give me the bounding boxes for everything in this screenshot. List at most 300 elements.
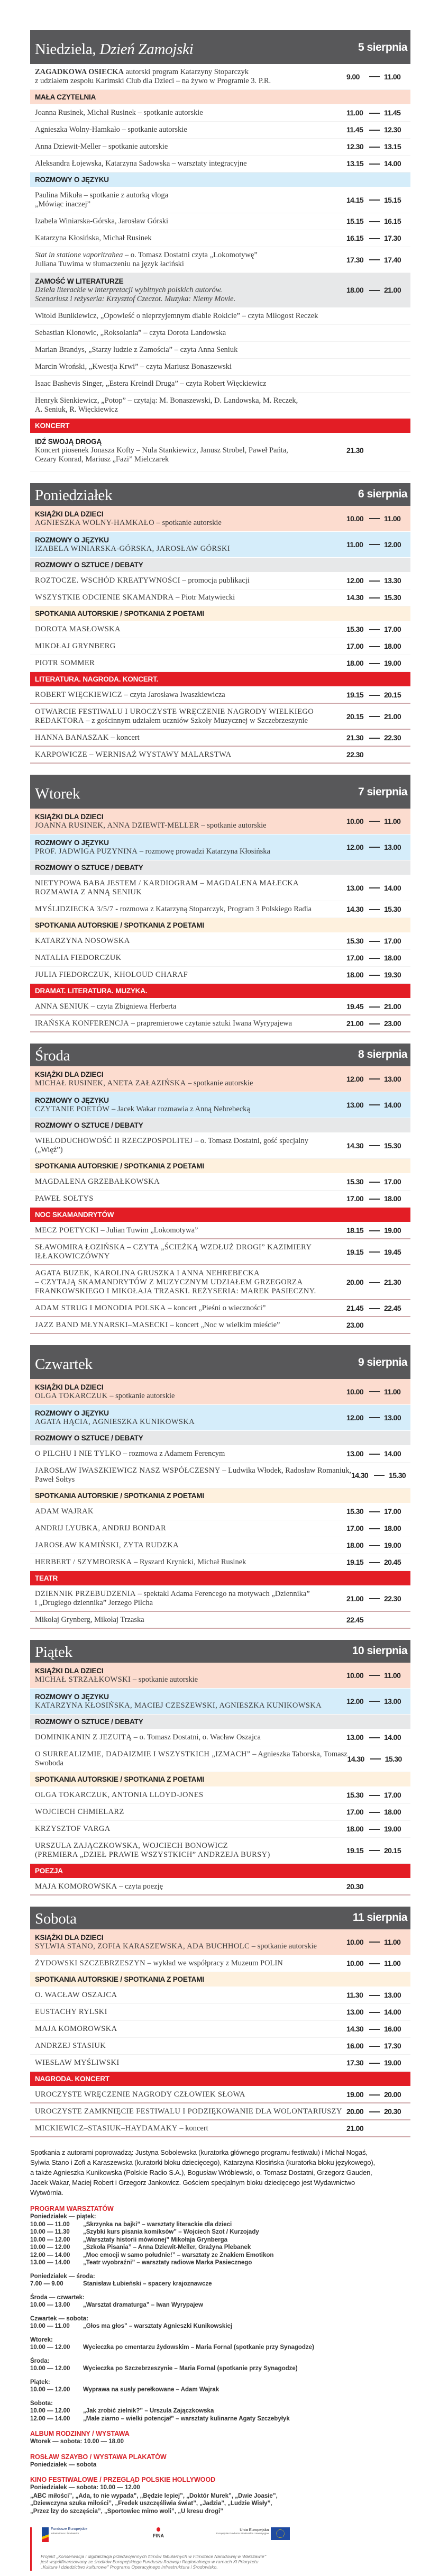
workshop-row <box>30 2280 414 2288</box>
category-label: SPOTKANIA AUTORSKIE / SPOTKANIA Z POETAMI <box>35 1975 204 1983</box>
workshop-days: Wtorek: <box>30 2336 53 2343</box>
event-text <box>35 659 346 668</box>
event-time <box>346 72 407 81</box>
event-text <box>35 1933 346 1951</box>
event-text <box>35 1002 346 1011</box>
time-from: 19.15 <box>346 1247 364 1256</box>
fina-label: FINA <box>153 2533 164 2538</box>
event-text <box>35 68 346 86</box>
time-from: 21.30 <box>346 446 364 455</box>
event-row <box>30 1929 410 1955</box>
day-date: 5 sierpnia <box>358 41 407 53</box>
workshop-title: Wycieczka po cmentarzu żydowskim – Maria Fornal (spotkanie przy Synagodze) <box>83 2344 314 2351</box>
category-label: ROZMOWY O JĘZYKU <box>35 536 109 544</box>
time-dash <box>369 1795 380 1796</box>
time-from: 19.45 <box>346 1002 364 1011</box>
event-lead: DZIENNIK PRZEBUDZENIA <box>35 1590 136 1598</box>
time-from: 11.30 <box>346 1991 363 1999</box>
time-from: 20.00 <box>346 2107 364 2116</box>
time-dash <box>369 1850 380 1851</box>
time-to: 18.00 <box>384 642 401 650</box>
event-text <box>35 1409 346 1427</box>
category-label: ROZMOWY O JĘZYKU <box>35 839 109 847</box>
event-row <box>30 1092 410 1118</box>
event-lead: WSZYSTKIE ODCIENIE SKAMANDRA <box>35 593 174 602</box>
event-lead: ROZTOCZE. WSCHÓD KREATYWNOŚCI <box>35 576 180 585</box>
time-from: 21.45 <box>346 1304 364 1312</box>
ue-sub: Europejskie Fundusze Strukturalne i Inwestycyjne <box>216 2532 269 2535</box>
event-text <box>35 1558 346 1567</box>
event-row <box>30 105 410 122</box>
event-row <box>30 1821 410 1838</box>
event-row <box>30 2038 410 2055</box>
event-time <box>346 159 407 168</box>
time-from: 15.30 <box>346 937 364 945</box>
day-title <box>35 785 80 803</box>
time-dash <box>369 2012 380 2013</box>
event-description: – rozmowa z Adamem Ferencym <box>121 1449 225 1458</box>
event-time <box>346 196 407 205</box>
event-text <box>35 191 346 209</box>
time-dash <box>369 695 380 696</box>
time-from: 16.15 <box>346 234 364 242</box>
time-to: 13.00 <box>384 842 401 851</box>
event-description: – spotkanie autorskie <box>199 821 267 830</box>
event-lead: UROCZYSTE WRĘCZENIE NAGRODY CZŁOWIEK SŁOWA <box>35 2090 245 2099</box>
category-bar <box>30 984 410 999</box>
category-label: SPOTKANIA AUTORSKIE / SPOTKANIA Z POETAMI <box>35 1162 204 1170</box>
category-label: ROZMOWY O SZTUCE / DEBATY <box>35 561 143 569</box>
event-lead: MYŚLIDZIECKA 3/5/7 <box>35 905 114 913</box>
event-description: autorski program Katarzyny Stoparczyk z udziałem zespołu Karimski Club dla Dzieci – na żywo w Programie 3. P.R. <box>35 68 271 85</box>
szaybo-title: ROSŁAW SZAYBO / WYSTAWA PLAKATÓW <box>30 2453 167 2461</box>
workshop-row <box>30 2365 414 2373</box>
workshop-title: „Jak zrobić zielnik?” – Urszula Zajączkowska <box>83 2408 214 2414</box>
time-to: 20.45 <box>384 1558 401 1566</box>
time-to: 19.00 <box>384 1825 401 1833</box>
category-label: ROZMOWY O JĘZYKU <box>35 1096 109 1104</box>
time-dash <box>369 909 380 910</box>
event-lead: SYLWIA STANO, ZOFIA KARASZEWSKA, ADA BUCHHOLC <box>35 1942 250 1951</box>
event-row <box>30 1066 410 1092</box>
time-dash <box>369 975 380 976</box>
event-lead: ANDRZEJ STASIUK <box>35 2042 106 2050</box>
time-to: 20.30 <box>384 2107 401 2116</box>
event-time <box>346 970 407 979</box>
time-dash <box>369 1675 380 1676</box>
time-from: 17.00 <box>346 1524 364 1532</box>
event-row <box>30 1405 410 1431</box>
event-text <box>35 750 346 759</box>
category-bar <box>30 558 410 573</box>
time-to: 13.00 <box>384 1697 401 1706</box>
event-description: – o. Tomasz Dostatni czyta „Lokomotywę” Juliana Tuwima w tłumaczeniu na język łaciński <box>35 251 258 268</box>
time-dash <box>369 847 380 848</box>
time-from: 17.00 <box>346 1808 364 1816</box>
event-text <box>35 251 346 269</box>
day-header <box>30 1640 410 1663</box>
category-label: ROZMOWY O JĘZYKU <box>35 1693 109 1701</box>
time-to: 18.00 <box>384 1194 401 1203</box>
category-bar <box>30 606 410 621</box>
event-text <box>35 1959 346 1968</box>
category-label: KSIĄŻKI DLA DZIECI <box>35 1667 104 1675</box>
event-row <box>30 1133 410 1159</box>
workshop-row <box>30 2386 414 2394</box>
event-text <box>35 1616 346 1625</box>
event-text <box>35 379 346 388</box>
workshop-time: 10.00 — 11.00 <box>30 2323 70 2329</box>
event-time <box>346 1541 407 1550</box>
event-time <box>346 593 407 602</box>
time-to: 19.00 <box>384 2058 401 2067</box>
time-dash <box>369 821 380 822</box>
event-text <box>35 1541 346 1550</box>
event-time <box>346 2124 407 2133</box>
time-to: 15.30 <box>384 1141 401 1150</box>
category-bar <box>30 1159 410 1174</box>
event-row <box>30 273 410 308</box>
time-dash <box>369 1282 380 1283</box>
category-label: DRAMAT. LITERATURA. MUZYKA. <box>35 987 148 995</box>
workshop-group <box>30 2315 414 2330</box>
event-time <box>346 1733 407 1742</box>
event-time <box>346 1882 407 1891</box>
event-row <box>30 1663 410 1689</box>
time-to: 13.15 <box>384 142 401 151</box>
time-dash <box>369 663 380 664</box>
event-text <box>35 108 346 117</box>
time-from: 13.00 <box>346 883 364 892</box>
workshops-title: PROGRAM WARSZTATÓW <box>30 2205 114 2212</box>
footer-info <box>30 2147 414 2515</box>
day-header <box>30 30 410 64</box>
time-from: 17.00 <box>346 954 364 962</box>
time-dash <box>369 1598 380 1599</box>
event-time <box>346 108 407 117</box>
time-dash <box>369 580 380 582</box>
event-description: – koncert <box>108 733 140 742</box>
event-time <box>346 2058 407 2067</box>
event-description: – o. Tomasz Dostatni, gość specjalny („Więź”) <box>35 1137 308 1154</box>
workshop-group <box>30 2213 414 2267</box>
event-row <box>30 1879 410 1895</box>
event-text <box>35 879 346 897</box>
event-lead: JAZZ BAND MŁYNARSKI–MASECKI <box>35 1321 168 1329</box>
event-row <box>30 187 410 213</box>
time-to: 11.00 <box>384 1387 401 1396</box>
workshop-row <box>30 2301 414 2309</box>
time-from: 21.00 <box>346 1594 364 1603</box>
day-header <box>30 483 410 506</box>
event-text <box>35 905 346 914</box>
workshop-time: 10.00 — 13.00 <box>30 2302 70 2308</box>
event-lead: EUSTACHY RYLSKI <box>35 2008 107 2016</box>
time-dash <box>369 76 380 77</box>
workshop-title: „Moc emocji w samo południe!” – warsztaty ze Znakiem Emotikon <box>83 2252 274 2258</box>
event-time <box>346 256 407 265</box>
time-dash <box>369 1454 380 1455</box>
category-label: ROZMOWY O JĘZYKU <box>35 176 109 184</box>
event-description: Izabela Winiarska-Górska, Jarosław Górski <box>35 217 169 225</box>
event-description: Anna Dziewit-Meller – spotkanie autorskie <box>35 142 168 151</box>
event-description: Marcin Wroński, „Kwestja Krwi” – czyta Mariusz Bonaszewski <box>35 362 232 371</box>
category-label: KSIĄŻKI DLA DZIECI <box>35 1071 104 1078</box>
time-dash <box>369 1145 380 1146</box>
event-time <box>346 2008 407 2017</box>
time-dash <box>369 1701 380 1702</box>
event-time <box>346 1141 407 1150</box>
time-to: 13.30 <box>384 576 401 585</box>
time-to: 17.30 <box>384 2042 401 2050</box>
category-label: ROZMOWY O SZTUCE / DEBATY <box>35 1718 143 1726</box>
time-to: 14.00 <box>384 1733 401 1741</box>
event-description: – z gościnnym udziałem uczniów Szkoły Muzycznej w Szczebrzeszynie <box>84 716 308 725</box>
event-time <box>346 1413 407 1422</box>
event-lead: IZABELA WINIARSKA-GÓRSKA, JAROSŁAW GÓRSKI <box>35 545 231 553</box>
event-lead: MAJA KOMOROWSKA <box>35 2025 117 2033</box>
event-time <box>346 1959 407 1968</box>
category-label: ROZMOWY O JĘZYKU <box>35 1409 109 1417</box>
kino-title: KINO FESTIWALOWE / PRZEGLĄD POLSKIE HOLLYWOOD <box>30 2476 216 2483</box>
event-row <box>30 999 410 1015</box>
event-row <box>30 506 410 532</box>
event-lead: KATARZYNA KŁOSIŃSKA, MACIEJ CZESZEWSKI, AGNIESZKA KUNIKOWSKA <box>35 1701 322 1710</box>
time-to: 15.15 <box>384 195 401 204</box>
album-when: Wtorek — sobota: 10.00 — 18.00 <box>30 2438 124 2445</box>
event-lead: AGATA BUZEK, KAROLINA GRUSZKA I ANNA NEHREBECKA – CZYTAJĄ SKAMANDRYTÓW Z MUZYCZNYM UDZIAŁEM GRZEGORZA FRANKOWSKIEGO I MIKOŁAJA TRZASKI. REŻYSERIA: MAREK PASIECZNY. <box>35 1269 316 1295</box>
event-time <box>346 2090 407 2099</box>
event-description: – czyta poezję <box>117 1882 163 1891</box>
time-dash <box>369 1511 380 1512</box>
time-to: 15.30 <box>385 1754 402 1763</box>
event-description: – rozmowę prowadzi Katarzyna Kłosińska <box>138 847 270 856</box>
time-from: 12.00 <box>346 1074 364 1083</box>
time-from: 22.45 <box>346 1616 364 1624</box>
time-to: 11.00 <box>384 1937 401 1946</box>
event-time <box>346 1616 407 1625</box>
workshop-time: 10.00 — 12.00 <box>30 2387 70 2393</box>
workshop-time: 7.00 — 9.00 <box>30 2281 63 2287</box>
event-description: – promocja publikacji <box>180 576 250 585</box>
event-lead: SŁAWOMIRA ŁOZIŃSKA – CZYTA „ŚCIEŻKĄ WZDŁUŻ DROGI” KAZIMIERY IŁŁAKOWICZÓWNY <box>35 1243 312 1260</box>
day-section <box>30 1640 410 1895</box>
day-name: Wtorek <box>35 785 80 802</box>
day-date: 7 sierpnia <box>358 786 407 798</box>
event-time <box>346 2025 407 2034</box>
time-from: 12.30 <box>346 142 364 151</box>
kino-when: Poniedziałek — sobota: 10.00 — 12.00 <box>30 2484 140 2491</box>
workshop-title: „Szkoła Pisania” – Anna Dziewit-Meller, Grażyna Plebanek <box>83 2244 251 2251</box>
event-row <box>30 359 410 376</box>
event-time <box>351 1471 412 1480</box>
day-name: Sobota <box>35 1910 77 1927</box>
time-from: 14.15 <box>346 195 364 204</box>
event-time <box>346 514 407 523</box>
event-description: Isaac Bashevis Singer, „Estera Kreindł Druga” – czyta Robert Więckiewicz <box>35 379 267 388</box>
time-from: 14.30 <box>346 1141 364 1150</box>
event-lead: OTWARCIE FESTIWALU I UROCZYSTE WRĘCZENIE NAGRODY WIELKIEGO REDAKTORA <box>35 708 314 725</box>
event-row <box>30 589 410 606</box>
event-text <box>35 733 346 742</box>
fe-flag-icon <box>42 2527 49 2542</box>
time-dash <box>369 199 380 201</box>
event-lead: MECZ POETYCKI <box>35 1226 99 1235</box>
ue-label: Unia Europejska <box>240 2527 269 2532</box>
event-row <box>30 1987 410 2004</box>
time-from: 17.30 <box>346 255 364 264</box>
event-time <box>346 1226 407 1235</box>
hosts-paragraph: Spotkania z autorami poprowadzą: Justyna Sobolewska (kuratorka głównego programu festiwalu) i Michał Nogaś, Sylwia Stano i Zofi a Karaszewska (kuratorki bloku dziecięcego), Katarzyna Kłosińska (kuratorka bloku językowego), a także Agnieszka Kunikowska (Polskie Radio S.A.), Bogusław Wróblewski, o. Tomasz Dostatni, Grzegorz Gauden, Jacek Wakar, Maciej Robert i Grzegorz Jankowicz. Gościem specjalnym bloku dziecięcego jest Wydawnictwo Wytwórnia. <box>30 2148 375 2197</box>
event-lead: DOROTA MASŁOWSKA <box>35 625 121 633</box>
time-from: 19.00 <box>346 2090 364 2099</box>
event-lead: ANDRIJ LYUBKA, ANDRIJ BONDAR <box>35 1524 167 1532</box>
fundusze-europejskie-logo <box>42 2527 87 2542</box>
event-time <box>346 1177 407 1186</box>
event-row <box>30 1379 410 1405</box>
time-to: 20.15 <box>384 1846 401 1855</box>
category-label: NOC SKAMANDRYTÓW <box>35 1211 114 1219</box>
event-row <box>30 1804 410 1821</box>
workshop-group <box>30 2336 414 2352</box>
event-time <box>346 1321 407 1330</box>
event-description: – spektakl Adama Ferencego na motywach „Dziennika” i „Drugiego dziennika” Jerzego Pilcha <box>35 1590 310 1607</box>
event-lead: NIETYPOWA BABA JESTEM / KARDIOGRAM – MAGDALENA MAŁECKA ROZMAWIA Z ANNĄ SENIUK <box>35 879 299 896</box>
event-text <box>35 1226 346 1235</box>
workshop-group <box>30 2294 414 2309</box>
event-text <box>35 217 346 226</box>
workshop-days: Czwartek — sobota: <box>30 2315 88 2322</box>
workshop-group <box>30 2400 414 2423</box>
time-from: 12.00 <box>346 842 364 851</box>
event-description: Aleksandra Łojewska, Katarzyna Sadowska – warsztaty integracyjne <box>35 159 247 168</box>
event-text <box>35 329 346 338</box>
event-time <box>346 576 407 585</box>
time-dash <box>369 1391 380 1392</box>
day-section <box>30 30 410 472</box>
time-to: 11.00 <box>384 1671 401 1680</box>
event-description: – spotkanie autorskie <box>250 1942 317 1951</box>
day-date: 9 sierpnia <box>358 1356 407 1368</box>
project-note: Projekt „Konserwacja i digitalizacja przedwojennych filmów fabularnych w Filmotece Narodowej w Warszawie” jest współfinansowany ze środków Europejskiego Funduszu Rozwoju Regionalnego w ramach XI Priorytetu „Kultura i dziedzictwo kulturowe” Programu Operacyjnego Infrastruktura i Środowisko. <box>41 2554 267 2570</box>
event-time <box>346 750 407 759</box>
time-from: 12.00 <box>346 1697 364 1706</box>
time-from: 14.30 <box>351 1471 369 1480</box>
event-row <box>30 1955 410 1972</box>
category-label: KSIĄŻKI DLA DZIECI <box>35 510 104 518</box>
event-lead: ADAM WAJRAK <box>35 1507 94 1516</box>
event-lead: KARPOWICZE – WERNISAŻ WYSTAWY MALARSTWA <box>35 750 232 759</box>
event-description: Henryk Sienkiewicz, „Potop” – czytają: M. Bonaszewski, D. Landowska, M. Reczek, A. Seniuk, R. Więckiewicz <box>35 396 298 414</box>
event-row <box>30 730 410 747</box>
sponsor-logos <box>30 2527 347 2571</box>
event-description: Koncert piosenek Jonasza Kofty – Nula Stankiewicz, Janusz Strobel, Paweł Pańta, Cezary Konrad, Mariusz „Fazi” Mielczarek <box>35 446 288 464</box>
event-time <box>346 1194 407 1203</box>
event-time <box>346 1449 407 1458</box>
event-time <box>346 1101 407 1110</box>
concert-title: IDŹ SWOJĄ DROGĄ <box>35 438 102 446</box>
event-text <box>35 1808 346 1817</box>
event-description: Agnieszka Wolny-Hamkało – spotkanie autorskie <box>35 125 187 134</box>
event-time <box>346 1002 407 1011</box>
red-divider <box>30 2527 32 2571</box>
workshop-time: 12.00 — 14.00 <box>30 2252 70 2258</box>
workshop-row <box>30 2323 414 2330</box>
category-bar <box>30 1972 410 1987</box>
time-dash <box>369 113 380 114</box>
event-row <box>30 139 410 156</box>
time-to: 17.00 <box>384 1177 401 1186</box>
time-to: 22.45 <box>384 1304 401 1312</box>
time-from: 12.00 <box>346 1413 364 1422</box>
event-description: – prapremierowe czytanie sztuki Iwana Wyrypajewa <box>129 1019 292 1028</box>
time-dash <box>369 1528 380 1529</box>
event-time <box>346 1558 407 1567</box>
workshop-time: 13.00 — 14.00 <box>30 2260 70 2266</box>
time-to: 18.00 <box>384 1808 401 1816</box>
event-time <box>346 2107 407 2116</box>
workshop-title: „Warsztaty historii mówionej” Mikołaja Grynberga <box>83 2236 228 2243</box>
category-label: KONCERT <box>35 422 70 430</box>
time-to: 14.00 <box>384 2008 401 2016</box>
time-from: 18.00 <box>346 970 364 979</box>
time-from: 17.00 <box>346 1194 364 1203</box>
time-dash <box>369 1308 380 1309</box>
workshop-title: Wycieczka po Szczebrzeszynie – Maria Fornal (spotkanie przy Synagodze) <box>83 2365 298 2372</box>
time-from: 21.00 <box>346 1019 364 1028</box>
time-from: 18.00 <box>346 1825 364 1833</box>
event-time <box>346 1671 407 1680</box>
time-to: 19.45 <box>384 1247 401 1256</box>
event-row <box>30 1446 410 1463</box>
event-description: – koncert <box>177 2124 208 2133</box>
workshop-row <box>30 2244 414 2252</box>
workshop-row <box>30 2252 414 2260</box>
event-time <box>346 1019 407 1028</box>
category-bar <box>30 419 410 433</box>
time-from: 11.45 <box>346 125 363 134</box>
category-bar <box>30 1489 410 1503</box>
time-dash <box>369 1812 380 1813</box>
workshop-group <box>30 2379 414 2394</box>
time-to: 23.00 <box>384 1019 401 1028</box>
event-text <box>35 234 346 243</box>
category-label: TEATR <box>35 1574 58 1582</box>
event-row <box>30 2103 410 2120</box>
event-time <box>346 1697 407 1706</box>
event-row <box>30 2055 410 2072</box>
time-to: 17.00 <box>384 937 401 945</box>
workshop-time: 12.00 — 14.00 <box>30 2415 70 2422</box>
category-label: ROZMOWY O SZTUCE / DEBATY <box>35 864 143 872</box>
time-to: 15.30 <box>384 905 401 913</box>
workshop-title: „Teatr wyobraźni” – warsztaty radiowe Marka Pasiecznego <box>83 2260 252 2266</box>
category-bar <box>30 173 410 187</box>
workshop-title: „Skrzynka na bajki” – warsztaty literackie dla dzieci <box>83 2221 232 2228</box>
day-header <box>30 1044 410 1066</box>
eu-flag-icon <box>271 2527 290 2540</box>
event-text <box>35 312 346 321</box>
time-from: 13.00 <box>346 1733 364 1741</box>
event-description: – spotkanie autorskie <box>107 1392 175 1400</box>
event-time <box>346 1791 407 1800</box>
category-label: NAGRODA. KONCERT <box>35 2075 109 2083</box>
event-time <box>346 1278 407 1287</box>
time-from: 13.00 <box>346 1100 364 1109</box>
event-text <box>35 1750 347 1768</box>
eu-logo <box>216 2527 290 2540</box>
event-text <box>35 1882 346 1891</box>
